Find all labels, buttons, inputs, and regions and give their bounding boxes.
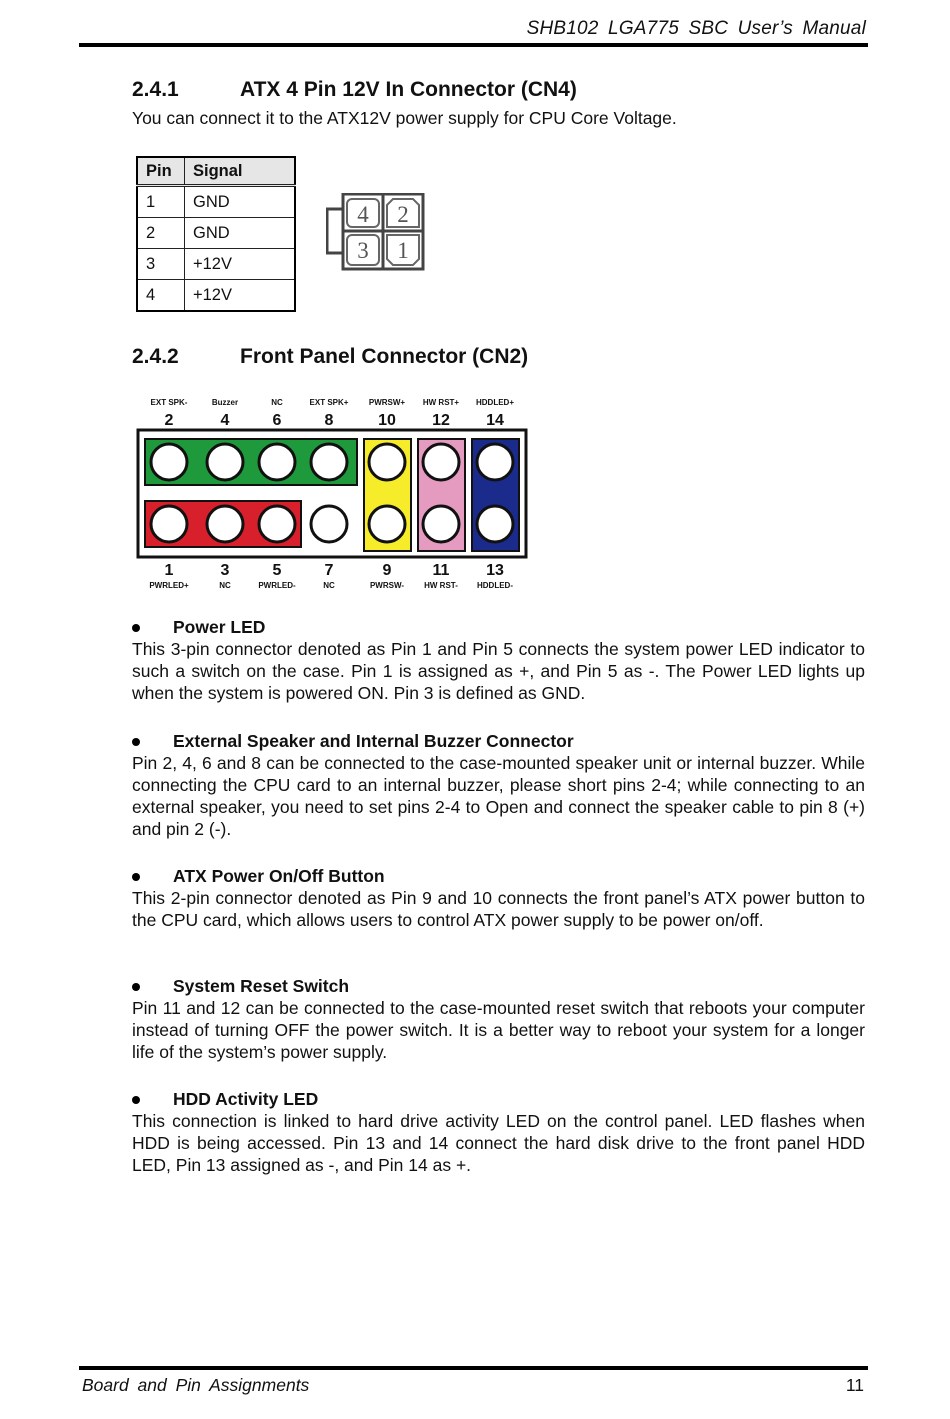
front-panel-connector-diagram [135, 395, 530, 595]
pin-number-label: 11 [432, 562, 450, 579]
pin-cell: 1 [137, 186, 185, 218]
pin-number-label: 8 [324, 412, 334, 429]
pin-number-label: 1 [397, 238, 409, 263]
pin-function-label: PWRLED- [258, 581, 296, 590]
signal-cell: +12V [185, 249, 296, 280]
pin-number-label: 7 [324, 562, 334, 579]
item-hdd-led [132, 1088, 865, 1176]
section-heading-cn4 [132, 78, 577, 102]
pin-number-label: 1 [164, 562, 174, 579]
connector-pin [259, 444, 295, 480]
pin-number-label: 5 [272, 562, 282, 579]
connector-pin [259, 506, 295, 542]
item-power-button [132, 865, 865, 931]
item-title: External Speaker and Internal Buzzer Connector [173, 731, 574, 751]
table-row [137, 249, 295, 280]
section-number: 2.4.1 [132, 78, 179, 101]
pin-function-label: Buzzer [211, 398, 239, 407]
signal-cell: GND [185, 218, 296, 249]
item-title: HDD Activity LED [173, 1089, 319, 1109]
pin-number-label: 2 [164, 412, 174, 429]
pin-function-label: EXT SPK- [150, 398, 188, 407]
page-number: 11 [845, 1375, 864, 1395]
connector-pin [423, 506, 459, 542]
item-text: This connection is linked to hard drive activity LED on the control panel. LED flashes when HDD is being accessed. Pin 13 and 14 connect the hard disk drive to the front panel HDD LED, Pin 13 assigned as -, and Pin 14 as +. [132, 1111, 865, 1175]
bullet-icon [132, 983, 140, 991]
bullet-icon [132, 873, 140, 881]
item-power-led [132, 616, 865, 704]
column-header-pin: Pin [137, 157, 185, 186]
table-row [137, 280, 295, 312]
pin-number-label: 13 [486, 562, 504, 579]
connector-latch [327, 209, 343, 253]
connector-pin [207, 506, 243, 542]
pin-number-label: 6 [272, 412, 282, 429]
manual-title: SHB102 LGA775 SBC User’s Manual [526, 18, 866, 39]
pin-function-label: NC [323, 581, 335, 590]
signal-cell: GND [185, 186, 296, 218]
signal-cell: +12V [185, 280, 296, 312]
connector-pin [151, 506, 187, 542]
connector-pin [369, 506, 405, 542]
pin-function-label: HDDLED+ [475, 398, 515, 407]
header-rule [79, 43, 868, 47]
item-text: Pin 2, 4, 6 and 8 can be connected to the case-mounted speaker unit or internal buzzer. While connecting the CPU card to an internal buzzer, please short pins 2-4; while connecting to an external speaker, you need to set pins 2-4 to Open and connect the speaker cable to pin 8 (+) and pin 2 (-). [132, 753, 865, 839]
footer-rule [79, 1366, 868, 1370]
item-text: This 2-pin connector denoted as Pin 9 and 10 connects the front panel’s ATX power button to the CPU card, which allows users to control ATX power supply to be power on/off. [132, 888, 865, 930]
section-intro: You can connect it to the ATX12V power supply for CPU Core Voltage. [132, 108, 677, 128]
table-header-row [137, 157, 295, 186]
pin-function-label: HW RST+ [422, 398, 460, 407]
section-title: Front Panel Connector (CN2) [240, 345, 529, 368]
column-header-signal: Signal [185, 157, 296, 186]
cn4-pin-table [136, 156, 296, 312]
item-text: This 3-pin connector denoted as Pin 1 and Pin 5 connects the system power LED indicator to such a switch on the case. Pin 1 is assigned as +, and Pin 5 as -. The Power LED lights up when the system is powered ON. Pin 3 is defined as GND. [132, 639, 865, 703]
table-row [137, 186, 295, 218]
connector-pin [477, 444, 513, 480]
connector-pin [423, 444, 459, 480]
pin-cell: 4 [137, 280, 185, 312]
pin-number-label: 2 [397, 202, 409, 227]
pin-function-label: PWRSW- [369, 581, 405, 590]
item-title: Power LED [173, 617, 266, 637]
pin-number-label: 14 [486, 412, 504, 429]
connector-pin [311, 444, 347, 480]
connector-pin [311, 506, 347, 542]
pin-function-label: EXT SPK+ [309, 398, 349, 407]
pin-function-label: PWRSW+ [368, 398, 406, 407]
connector-pin [151, 444, 187, 480]
footer-chapter: Board and Pin Assignments [82, 1375, 310, 1395]
section-title: ATX 4 Pin 12V In Connector (CN4) [240, 78, 577, 101]
pin-number-label: 3 [220, 562, 230, 579]
pin-number-label: 3 [357, 238, 369, 263]
pin-function-label: HDDLED- [477, 581, 513, 590]
item-title: System Reset Switch [173, 976, 350, 996]
cn4-connector-diagram [326, 193, 426, 271]
bullet-icon [132, 624, 140, 632]
item-text: Pin 11 and 12 can be connected to the case-mounted reset switch that reboots your computer instead of turning OFF the power switch. It is a better way to reboot your system for a longer life of the system’s power supply. [132, 998, 865, 1062]
section-number: 2.4.2 [132, 345, 179, 368]
pin-function-label: HW RST- [424, 581, 458, 590]
connector-pin [207, 444, 243, 480]
pin-number-label: 4 [220, 412, 230, 429]
connector-pin [477, 506, 513, 542]
pin-number-label: 12 [432, 412, 450, 429]
pin-cell: 2 [137, 218, 185, 249]
pin-function-label: NC [271, 398, 283, 407]
pin-number-label: 4 [357, 202, 369, 227]
bullet-icon [132, 1096, 140, 1104]
table-row [137, 218, 295, 249]
pin-number-label: 9 [382, 562, 392, 579]
item-reset-switch [132, 975, 865, 1063]
item-title: ATX Power On/Off Button [173, 866, 385, 886]
pin-function-label: NC [219, 581, 231, 590]
pin-number-label: 10 [378, 412, 396, 429]
pin-cell: 3 [137, 249, 185, 280]
section-heading-cn2 [132, 345, 528, 369]
bullet-icon [132, 738, 140, 746]
item-speaker-buzzer [132, 730, 865, 840]
connector-pin [369, 444, 405, 480]
pin-function-label: PWRLED+ [149, 581, 189, 590]
